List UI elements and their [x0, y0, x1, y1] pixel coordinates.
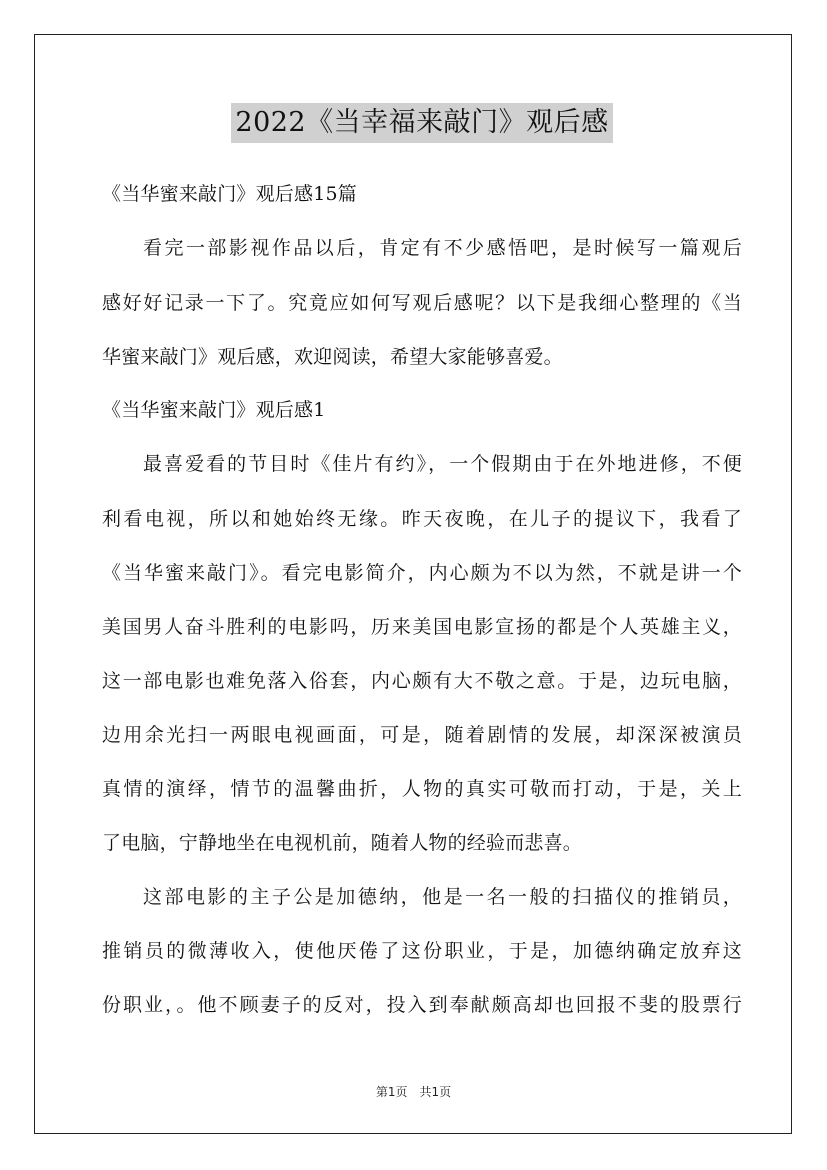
paragraph-line: 利看电视，所以和她始终无缘。昨天夜晚，在儿子的提议下，我看了: [102, 508, 742, 530]
paragraph-line: 《当华蜜来敲门》。看完电影简介，内心颇为不以为然，不就是讲一个: [102, 562, 742, 584]
paragraph-line: 了电脑，宁静地坐在电视机前，随着人物的经验而悲喜。: [102, 832, 583, 854]
intro-line: 华蜜来敲门》观后感，欢迎阅读，希望大家能够喜爱。: [102, 346, 563, 368]
paragraph-line: 边用余光扫一两眼电视画面，可是，随着剧情的发展，却深深被演员: [102, 724, 742, 746]
paragraph-line: 真情的演绎，情节的温馨曲折，人物的真实可敬而打动，于是，关上: [102, 778, 742, 800]
paragraph-line: 美国男人奋斗胜利的电影吗，历来美国电影宣扬的都是个人英雄主义，: [102, 616, 742, 638]
paragraph-line: 这部电影的主子公是加德纳，他是一名一般的扫描仪的推销员，: [143, 886, 742, 908]
paragraph-line: 份职业，。他不顾妻子的反对，投入到奉献颇高却也回报不斐的股票行: [102, 994, 742, 1016]
paragraph-line: 最喜爱看的节目时《佳片有约》，一个假期由于在外地进修，不便: [143, 453, 742, 475]
document-title: [102, 103, 742, 143]
paragraph-line: 推销员的微薄收入，使他厌倦了这份职业，于是，加德纳确定放弃这: [102, 940, 742, 962]
paragraph-line: 这一部电影也难免落入俗套，内心颇有大不敬之意。于是，边玩电脑，: [102, 670, 742, 692]
page-footer: 第1页 共1页: [375, 1085, 452, 1099]
title-text: 2022《当幸福来敲门》观后感: [231, 103, 612, 143]
intro-line: 感好好记录一下了。究竟应如何写观后感呢？以下是我细心整理的《当: [102, 292, 742, 314]
section-heading: 《当华蜜来敲门》观后感1: [102, 399, 326, 421]
subtitle: 《当华蜜来敲门》观后感15篇: [102, 183, 357, 205]
intro-line: 看完一部影视作品以后，肯定有不少感悟吧，是时候写一篇观后: [143, 237, 742, 259]
